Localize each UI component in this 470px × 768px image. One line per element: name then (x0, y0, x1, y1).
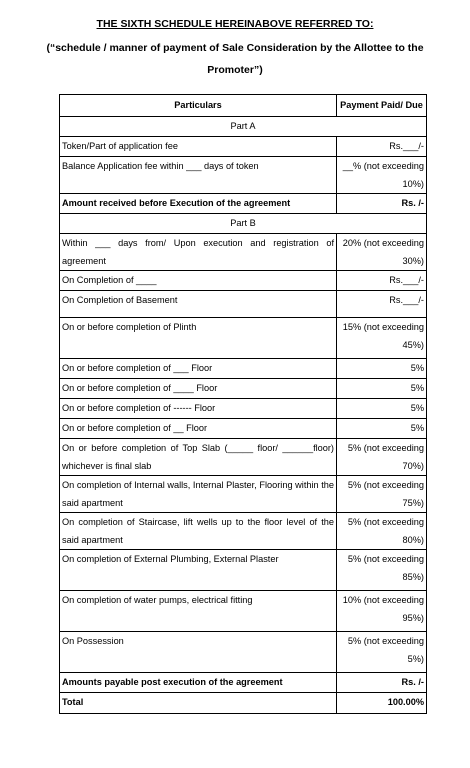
part-a-row (60, 117, 427, 137)
row-payment: 5% (337, 419, 427, 439)
row-payment: 5% (not exceeding 85%) (337, 550, 427, 591)
part-b-row (60, 214, 427, 234)
part-a-heading: Part A (60, 117, 427, 137)
part-a-subtotal-row (60, 194, 427, 214)
row-payment: 5% (337, 399, 427, 419)
table-row (60, 419, 427, 439)
table-row (60, 632, 427, 673)
total-row (60, 693, 427, 714)
row-payment: 10% (not exceeding 95%) (337, 591, 427, 632)
total-value: 100.00% (337, 693, 427, 714)
table-row (60, 550, 427, 591)
row-payment: 5% (not exceeding 80%) (337, 513, 427, 550)
row-particular: Within ___ days from/ Upon execution and registration of agreement (60, 234, 337, 271)
table-row (60, 513, 427, 550)
table-row (60, 137, 427, 157)
row-payment: Rs.___/- (337, 271, 427, 291)
row-payment: 15% (not exceeding 45%) (337, 318, 427, 359)
row-particular: On or before completion of ____ Floor (60, 379, 337, 399)
subtotal-label: Amount received before Execution of the agreement (60, 194, 337, 214)
row-particular: On or before completion of Top Slab (_____ floor/ ______floor) whichever is final slab (60, 439, 337, 476)
row-particular: On completion of External Plumbing, External Plaster (60, 550, 337, 591)
table-row (60, 439, 427, 476)
table-row (60, 591, 427, 632)
subtotal-value: Rs. /- (337, 194, 427, 214)
row-payment: __% (not exceeding 10%) (337, 157, 427, 194)
table-header-row (60, 95, 427, 117)
table-row (60, 476, 427, 513)
row-payment: 5% (337, 359, 427, 379)
row-particular: On Possession (60, 632, 337, 673)
table-row (60, 318, 427, 359)
table-row (60, 271, 427, 291)
part-b-heading: Part B (60, 214, 427, 234)
payment-schedule-table (59, 94, 427, 714)
row-particular: On completion of Staircase, lift wells up to the floor level of the said apartment (60, 513, 337, 550)
schedule-title: THE SIXTH SCHEDULE HEREINABOVE REFERRED TO: (96, 18, 374, 30)
row-particular: Token/Part of application fee (60, 137, 337, 157)
row-payment: 20% (not exceeding 30%) (337, 234, 427, 271)
row-particular: On or before completion of ------ Floor (60, 399, 337, 419)
row-particular: On or before completion of ___ Floor (60, 359, 337, 379)
schedule-subtitle-line1: (“schedule / manner of payment of Sale Consideration by the Allottee to the (46, 42, 424, 54)
row-payment: 5% (337, 379, 427, 399)
subtotal-value: Rs. /- (337, 673, 427, 693)
row-particular: On or before completion of __ Floor (60, 419, 337, 439)
row-payment: Rs.___/- (337, 291, 427, 318)
table-row (60, 399, 427, 419)
table-row (60, 359, 427, 379)
subtotal-label: Amounts payable post execution of the agreement (60, 673, 337, 693)
row-payment: Rs.___/- (337, 137, 427, 157)
row-particular: On completion of Internal walls, Internal Plaster, Flooring within the said apartment (60, 476, 337, 513)
row-payment: 5% (not exceeding 70%) (337, 439, 427, 476)
row-particular: On completion of water pumps, electrical fitting (60, 591, 337, 632)
table-row (60, 379, 427, 399)
row-payment: 5% (not exceeding 5%) (337, 632, 427, 673)
table-row (60, 291, 427, 318)
schedule-subtitle-line2: Promoter”) (207, 64, 263, 76)
table-row (60, 157, 427, 194)
row-particular: On Completion of ____ (60, 271, 337, 291)
part-b-subtotal-row (60, 673, 427, 693)
table-row (60, 234, 427, 271)
row-particular: On or before completion of Plinth (60, 318, 337, 359)
row-particular: Balance Application fee within ___ days of token (60, 157, 337, 194)
column-header-payment: Payment Paid/ Due (337, 95, 427, 117)
row-payment: 5% (not exceeding 75%) (337, 476, 427, 513)
column-header-particulars: Particulars (60, 95, 337, 117)
row-particular: On Completion of Basement (60, 291, 337, 318)
total-label: Total (60, 693, 337, 714)
